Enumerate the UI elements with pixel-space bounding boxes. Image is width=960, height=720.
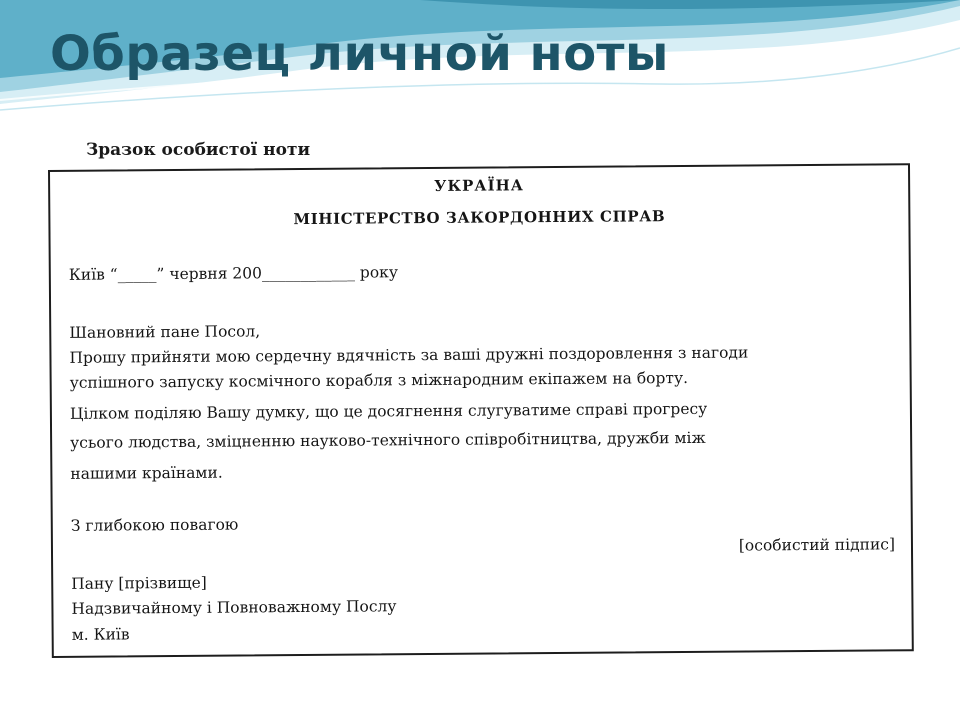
body-line: Прошу прийняти мою сердечну вдячність за ваші дружні поздоровлення з нагоди (69, 343, 749, 367)
body-line: успішного запуску космічного корабля з міжнародним екіпажем на борту. (69, 368, 689, 392)
body-line: нашими країнами. (70, 463, 223, 483)
document-heading: Зразок особистої ноти (86, 140, 311, 160)
closing-phrase: З глибокою повагою (70, 515, 239, 535)
country-header: УКРАЇНА (434, 176, 525, 195)
slide-title: Образец личной ноты (50, 26, 669, 82)
date-line: Київ “_____” червня 200____________ року (68, 263, 399, 284)
note-document (48, 163, 914, 658)
body-line: Цілком поділяю Вашу думку, що це досягнення слугуватиме справі прогресу (69, 399, 708, 423)
ministry-header: МІНІСТЕРСТВО ЗАКОРДОННИХ СПРАВ (293, 207, 666, 229)
body-line: усього людства, зміцненню науково-технічного співробітництва, дружби між (70, 428, 706, 452)
salutation: Шановний пане Посол, (69, 322, 261, 342)
signature-placeholder: [особистий підпис] (738, 535, 896, 555)
addressee-line: м. Київ (71, 625, 130, 644)
addressee-line: Пану [прізвище] (71, 573, 207, 593)
addressee-line: Надзвичайному і Повноважному Послу (71, 597, 397, 618)
